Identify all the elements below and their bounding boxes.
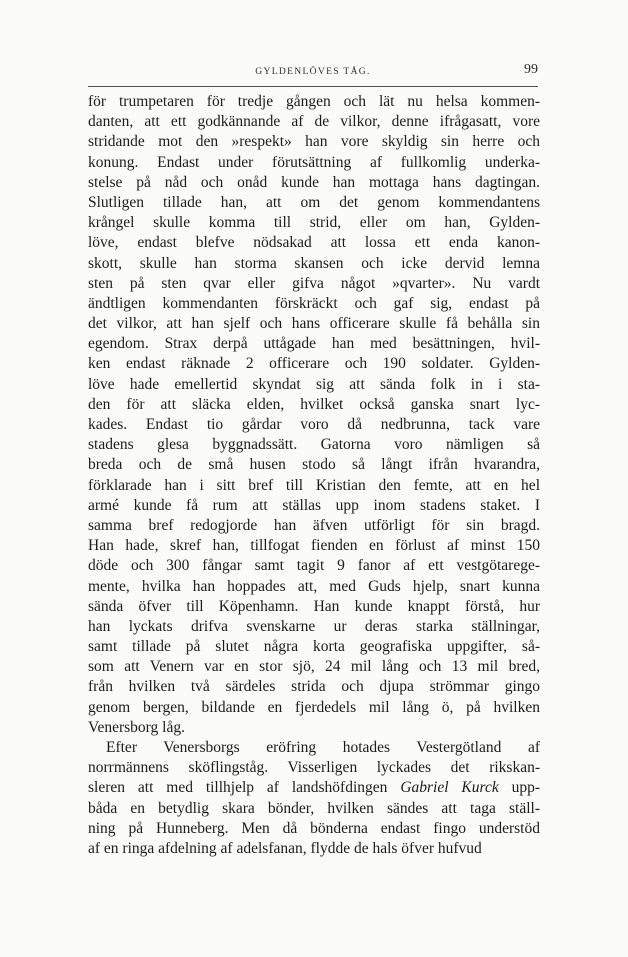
text-line: danten, att ett godkännande af de vilkor, denne ifrågasatt, vore	[88, 113, 540, 131]
text-line: konung. Endast under förutsättning af fullkomlig underka-	[88, 153, 540, 171]
text-line: af en ringa afdelning af adelsfanan, flydde de hals öfver hufvud	[88, 839, 482, 857]
text-line: kades. Endast tio gårdar voro då nedbrunna, tack vare	[88, 416, 540, 433]
text-line: löve, endast blefve nödsakad att lossa ett enda kanon-	[88, 234, 540, 252]
text-line: stadens glesa byggnadssätt. Gatorna voro nämligen så	[88, 436, 540, 454]
text-line: Efter Venersborgs eröfring hotades Vestergötland af	[106, 739, 540, 756]
text-line-with-name	[88, 778, 540, 798]
text-line: det vilkor, att han sjelf och hans officerare skulle få behålla sin	[88, 315, 540, 333]
text-line: sten på sten qvar eller gifva något »qvarter». Nu vardt	[88, 274, 540, 292]
text-line: förklarade han i sitt bref till Kristian den femte, att en hel	[88, 476, 540, 494]
text-line: som att Venern var en stor sjö, 24 mil lång och 13 mil bred,	[88, 658, 540, 676]
text-segment: upp-	[511, 779, 541, 797]
text-line: ning på Hunneberg. Men då bönderna endast fingo understöd	[88, 819, 540, 837]
text-line: ken endast räknade 2 officerare och 190 soldater. Gylden-	[88, 355, 540, 373]
text-line: den för att släcka elden, hvilket också ganska snart lyc-	[88, 395, 540, 413]
text-segment: sleren att med tillhjelp af landshöfdingen	[88, 779, 388, 797]
text-line: samma bref redogjorde han äfven utförligt för sin bragd.	[88, 516, 540, 534]
text-line: norrmännens sköflingståg. Visserligen lyckades det rikskan-	[88, 759, 540, 777]
text-line: mente, hvilka han hoppades att, med Guds hjelp, snart kunna	[88, 577, 540, 595]
running-head	[88, 62, 538, 82]
body-text	[88, 92, 540, 859]
text-line: för trumpetaren för tredje gången och lät nu helsa kommen-	[88, 93, 540, 110]
header-rule	[88, 86, 538, 87]
text-line: från hvilken två särdeles strida och djupa strömmar gingo	[88, 678, 540, 696]
text-line: han lyckats drifva svenskarne ur deras starka ställningar,	[88, 617, 540, 635]
text-line: egendom. Strax derpå uttågade han med besättningen, hvil-	[88, 335, 540, 353]
text-line: Venersborg låg.	[88, 718, 185, 736]
text-line: Slutligen tillade han, att om det genom kommendantens	[88, 193, 540, 211]
text-line: genom bergen, bildande en fjerdedels mil lång ö, på hvilken	[88, 698, 540, 716]
text-line: breda och de små husen stodo så långt ifrån hvarandra,	[88, 456, 540, 474]
text-line: löve hade emellertid skyndat sig att sända folk in i sta-	[88, 375, 540, 393]
text-line: stridande mot den »respekt» han vore skyldig sin herre och	[88, 133, 540, 151]
text-line: sända öfver till Köpenhamn. Han kunde knappt förstå, hur	[88, 597, 540, 615]
italic-person-name: Gabriel Kurck	[400, 779, 499, 797]
text-line: krångel skulle komma till strid, eller om han, Gylden-	[88, 214, 540, 232]
page-number: 99	[524, 62, 538, 77]
running-title: GYLDENLÖVES TÅG.	[255, 66, 371, 77]
text-line: båda en betydlig skara bönder, hvilken sändes att taga ställ-	[88, 799, 540, 817]
text-line: skott, skulle han storma skansen och icke dervid lemna	[88, 254, 540, 272]
text-line: döde och 300 fångar samt tagit 9 fanor af ett vestgötarege-	[88, 557, 540, 575]
text-line: armé kunde få rum att ställas upp inom stadens staket. I	[88, 496, 540, 514]
text-line: Han hade, skref han, tillfogat fienden en förlust af minst 150	[88, 537, 540, 555]
text-line: samt tillade på slutet några korta geografiska uppgifter, så-	[88, 638, 540, 656]
text-line: stelse på nåd och onåd kunde han mottaga hans dagtingan.	[88, 173, 540, 191]
text-line: ändtligen kommendanten förskräckt och gaf sig, endast på	[88, 294, 540, 312]
